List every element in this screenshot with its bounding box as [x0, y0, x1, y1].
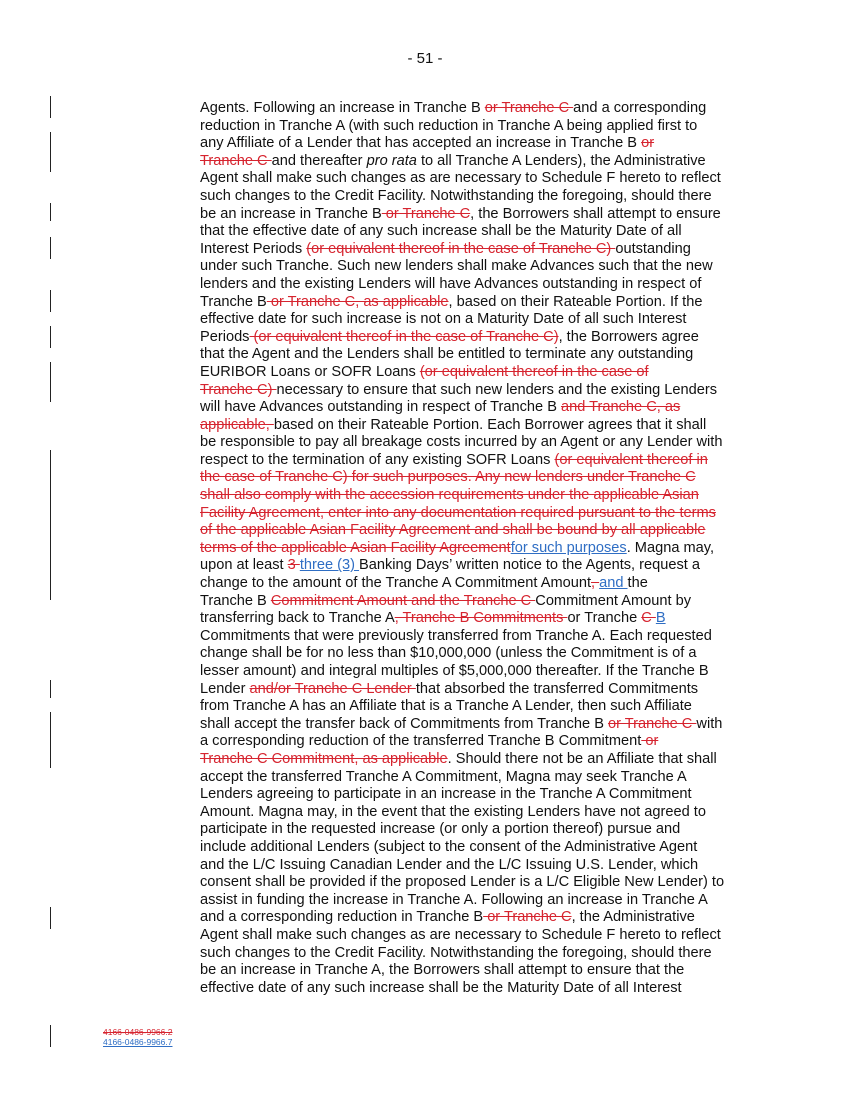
- deleted-text: shall also comply with the accession requirements under the applicable Asian: [200, 487, 699, 504]
- change-bar: [50, 1025, 51, 1047]
- body-text-run: with: [696, 715, 723, 732]
- text-line: [200, 505, 760, 523]
- text-line: [200, 945, 760, 963]
- text-line: [200, 716, 760, 734]
- deleted-text: or Tranche C: [484, 100, 574, 116]
- body-text-run: such changes to the Credit Facility. Notwithstanding the foregoing, should there: [200, 187, 712, 204]
- body-text-run: Tranche B: [200, 293, 267, 310]
- italic-text: pro rata: [366, 152, 417, 169]
- text-line: [200, 769, 760, 787]
- text-line: [200, 857, 760, 875]
- change-bar: [50, 712, 51, 768]
- text-line: [200, 100, 760, 118]
- body-text-run: , the Borrowers shall attempt to ensure: [470, 205, 721, 222]
- text-line: [200, 821, 760, 839]
- body-text-run: be an increase in Tranche B: [200, 205, 382, 222]
- deleted-text: terms of the applicable Asian Facility Agreement: [200, 539, 511, 556]
- change-bar: [50, 203, 51, 221]
- body-text-run: Lender: [200, 680, 250, 697]
- body-text-run: change shall be for no less than $10,000,000 (unless the Commitment is of a: [200, 645, 697, 662]
- text-line: [200, 575, 760, 593]
- body-text-run: lesser amount) and integral multiples of $5,000,000 thereafter. If the Tranche B: [200, 663, 709, 679]
- body-text-run: such changes to the Credit Facility. Notwithstanding the foregoing, should there: [200, 944, 712, 961]
- body-text-run: be responsible to pay all breakage costs incurred by an Agent or any Lender with: [200, 434, 723, 451]
- body-text-run: Agents. Following an increase in Tranche B: [200, 100, 485, 116]
- body-text-run: , based on their Rateable Portion. If the: [448, 293, 703, 310]
- body-text-run: , the Borrowers agree: [558, 328, 699, 345]
- text-line: [200, 118, 760, 136]
- deleted-text: applicable,: [200, 416, 274, 433]
- text-line: [200, 681, 760, 699]
- text-line: [200, 399, 760, 417]
- deleted-text: or Tranche C: [483, 909, 572, 926]
- deleted-text: , Tranche B Commitments: [394, 610, 568, 627]
- body-text-run: include additional Lenders (subject to the consent of the Administrative Agent: [200, 838, 698, 855]
- text-line: [200, 962, 760, 980]
- body-text-run: Periods: [200, 328, 250, 345]
- document-body: [200, 100, 760, 997]
- body-text-run: consent shall be provided if the proposed Lender is a L/C Eligible New Lender) to: [200, 874, 725, 891]
- body-text-run: Amount. Magna may, in the event that the existing Lenders have not agreed to: [200, 803, 706, 820]
- text-line: [200, 980, 760, 998]
- text-line: [200, 874, 760, 892]
- body-text-run: change to the amount of the Tranche A Commitment Amount: [200, 575, 592, 592]
- change-bar: [50, 132, 51, 172]
- body-text-run: and the L/C Issuing Canadian Lender and the L/C Issuing U.S. Lender, which: [200, 856, 699, 873]
- document-id-footer: [103, 1027, 172, 1047]
- text-line: [200, 241, 760, 259]
- body-text-run: will have Advances outstanding in respect of Tranche B: [200, 399, 562, 416]
- document-id-old: 4166-0486-9966.2: [103, 1027, 173, 1037]
- text-line: [200, 206, 760, 224]
- text-line: [200, 804, 760, 822]
- inserted-text: and: [599, 575, 628, 592]
- body-text-run: upon at least: [200, 557, 288, 574]
- text-line: [200, 522, 760, 540]
- change-bar: [50, 290, 51, 312]
- deleted-text: and Tranche C, as: [561, 399, 681, 416]
- deleted-text: or Tranche C: [607, 715, 697, 732]
- body-text-run: Commitments that were previously transferred from Tranche A. Each requested: [200, 627, 712, 644]
- deleted-text: or Tranche C: [381, 205, 471, 222]
- text-line: [200, 346, 760, 364]
- body-text-run: shall accept the transfer back of Commitments from Tranche B: [200, 715, 608, 732]
- text-line: [200, 329, 760, 347]
- body-text-run: EURIBOR Loans or SOFR Loans: [200, 363, 420, 380]
- text-line: [200, 469, 760, 487]
- text-line: [200, 610, 760, 628]
- body-text-run: participate in the requested increase (or only a portion thereof) pursue and: [200, 821, 681, 838]
- deleted-text: or: [641, 135, 655, 152]
- body-text-run: effective date for such increase is not on a Maturity Date of all such Interest: [200, 311, 687, 328]
- deleted-text: and/or Tranche C Lender: [249, 680, 416, 697]
- text-line: [200, 276, 760, 294]
- deleted-text: Facility Agreement, enter into any documentation required pursuant to the terms: [200, 504, 716, 521]
- text-line: [200, 135, 760, 153]
- text-line: [200, 258, 760, 276]
- text-line: [200, 786, 760, 804]
- text-line: [200, 927, 760, 945]
- text-line: [200, 452, 760, 470]
- inserted-text: B: [655, 610, 666, 627]
- text-line: [200, 628, 760, 646]
- deleted-text: of the applicable Asian Facility Agreement and shall be bound by all applicable: [200, 522, 706, 539]
- deleted-text: the case of Tranche C) for such purposes. Any new lenders under Tranche C: [200, 469, 696, 486]
- text-line: [200, 294, 760, 312]
- body-text-run: outstanding: [615, 240, 691, 257]
- body-text-run: from Tranche A has an Affiliate that is a Tranche A Lender, then such Affiliate: [200, 698, 692, 715]
- text-line: [200, 733, 760, 751]
- text-line: [200, 170, 760, 188]
- body-text-run: or Tranche: [567, 610, 642, 627]
- text-line: [200, 364, 760, 382]
- text-line: [200, 434, 760, 452]
- body-text-run: . Should there not be an Affiliate that shall: [447, 750, 717, 767]
- deleted-text: Tranche C Commitment, as applicable: [200, 750, 448, 767]
- body-text-run: lenders and the existing Lenders will have Advances outstanding in respect of: [200, 275, 702, 292]
- text-line: [200, 909, 760, 927]
- inserted-text: three (3): [299, 557, 360, 574]
- body-text-run: any Affiliate of a Lender that has accepted an increase in Tranche B: [200, 135, 642, 152]
- text-line: [200, 557, 760, 575]
- deleted-text: C: [641, 610, 656, 627]
- body-text-run: Interest Periods: [200, 240, 307, 257]
- inserted-text: for such purposes: [510, 539, 627, 556]
- body-text-run: , the Administrative: [571, 909, 695, 926]
- text-line: [200, 663, 760, 681]
- text-line: [200, 223, 760, 241]
- text-line: [200, 153, 760, 171]
- body-text-run: and thereafter: [271, 152, 367, 169]
- deleted-text: Tranche C): [200, 381, 277, 398]
- deleted-text: (or equivalent thereof in the case of: [419, 363, 649, 380]
- change-bar: [50, 96, 51, 118]
- body-text-run: that absorbed the transferred Commitments: [415, 680, 699, 697]
- body-text-run: that the effective date of any such increase shall be the Maturity Date of all: [200, 223, 682, 240]
- body-text-run: assist in funding the increase in Tranche A. Following an increase in Tranche A: [200, 891, 708, 908]
- body-text-run: Agent shall make such changes as are necessary to Schedule F hereto to reflect: [200, 926, 721, 943]
- body-text-run: Tranche B: [200, 592, 271, 609]
- text-line: [200, 382, 760, 400]
- body-text-run: Banking Days’ written notice to the Agents, request a: [359, 557, 701, 574]
- text-line: [200, 417, 760, 435]
- text-line: [200, 540, 760, 558]
- deleted-text: Commitment Amount and the Tranche C: [270, 592, 536, 609]
- body-text-run: necessary to ensure that such new lenders and the existing Lenders: [276, 381, 718, 398]
- text-line: [200, 751, 760, 769]
- deleted-text: Tranche C: [200, 152, 272, 169]
- text-line: [200, 311, 760, 329]
- change-bar: [50, 450, 51, 560]
- change-bar: [50, 362, 51, 402]
- change-bar: [50, 680, 51, 698]
- text-line: [200, 188, 760, 206]
- page-number: - 51 -: [407, 50, 443, 67]
- body-text-run: respect to the termination of any existing SOFR Loans: [200, 451, 555, 468]
- body-text-run: accept the transferred Tranche A Commitment, Magna may seek Tranche A: [200, 768, 687, 785]
- body-text-run: be an increase in Tranche A, the Borrowers shall attempt to ensure that the: [200, 962, 685, 979]
- deleted-text: (or equivalent thereof in the case of Tranche C): [306, 240, 616, 257]
- deleted-text: (or equivalent thereof in: [554, 451, 708, 468]
- text-line: [200, 593, 760, 611]
- deleted-text: 3: [287, 557, 300, 574]
- change-bar: [50, 560, 51, 600]
- body-text-run: that the Agent and the Lenders shall be entitled to terminate any outstanding: [200, 346, 694, 363]
- body-text-run: transferring back to Tranche A: [200, 610, 395, 627]
- body-text-run: to all Tranche A Lenders), the Administrative: [416, 152, 706, 169]
- change-bar: [50, 326, 51, 348]
- body-text-run: a corresponding reduction of the transferred Tranche B Commitment: [200, 733, 642, 750]
- text-line: [200, 698, 760, 716]
- body-text-run: Commitment Amount by: [535, 592, 692, 609]
- deleted-text: or: [641, 733, 659, 750]
- body-text-run: and a corresponding reduction in Tranche B: [200, 909, 484, 926]
- text-line: [200, 487, 760, 505]
- body-text-run: and a corresponding: [573, 100, 707, 116]
- deleted-text: (or equivalent thereof in the case of Tranche C): [249, 328, 559, 345]
- text-line: [200, 892, 760, 910]
- body-text-run: effective date of any such increase shall be the Maturity Date of all Interest: [200, 979, 682, 996]
- body-text-run: the: [627, 575, 648, 592]
- body-text-run: under such Tranche. Such new lenders shall make Advances such that the new: [200, 258, 713, 275]
- deleted-text: or Tranche C, as applicable: [266, 293, 449, 310]
- text-line: [200, 645, 760, 663]
- body-text-run: based on their Rateable Portion. Each Borrower agrees that it shall: [273, 416, 707, 433]
- deleted-text: ,: [591, 575, 600, 592]
- change-bar: [50, 907, 51, 929]
- body-text-run: Lenders agreeing to participate in an increase in the Tranche A Commitment: [200, 786, 692, 803]
- text-line: [200, 839, 760, 857]
- change-bar: [50, 237, 51, 259]
- document-id-new: 4166-0486-9966.7: [103, 1037, 173, 1047]
- body-text-run: reduction in Tranche A (with such reduction in Tranche A being applied first to: [200, 117, 698, 134]
- body-text-run: . Magna may,: [626, 539, 715, 556]
- body-text-run: Agent shall make such changes as are necessary to Schedule F hereto to reflect: [200, 170, 721, 187]
